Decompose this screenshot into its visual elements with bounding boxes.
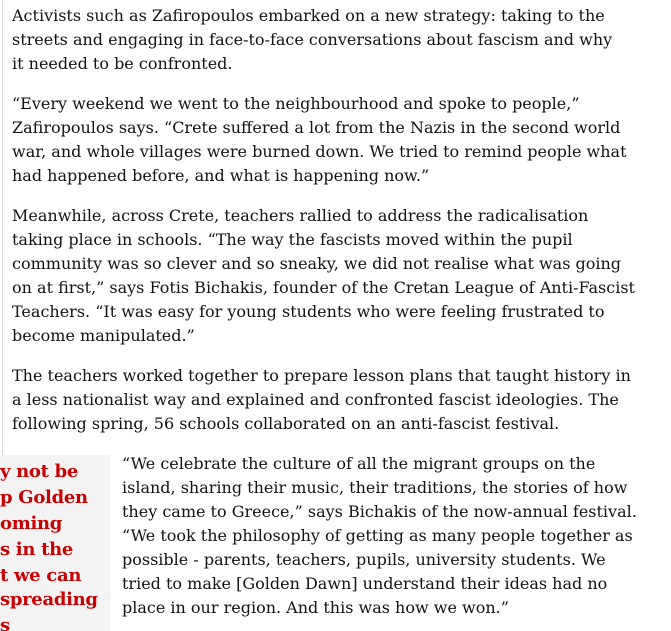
pull-quote-line: t we can xyxy=(0,565,82,586)
paragraph-5: “We celebrate the culture of all the migrant groups on the island, sharing their music, their traditions, the stories of how they came to Greece,” says Bichakis of the now-annual festival. “We took the philosophy of getting as many people together as possible - parents, teachers, pupils, university students. We tried to make [Golden Dawn] understand their ideas had no place in our region. And this was how we won.” xyxy=(122,454,637,617)
paragraph-4: The teachers worked together to prepare lesson plans that taught history in a less nationalist way and explained and confronted fascist ideologies. The following spring, 56 schools collaborated on an anti-fascist festival. xyxy=(12,366,631,433)
paragraph-1: Activists such as Zafiropoulos embarked on a new strategy: taking to the streets and engaging in face-to-face conversations about fascism and why it needed to be confronted. xyxy=(12,6,613,73)
pull-quote-line: oming xyxy=(0,513,63,534)
pull-quote-line: s xyxy=(0,615,10,631)
pull-quote-line: spreading xyxy=(0,589,98,610)
pull-quote-line: p Golden xyxy=(0,487,88,508)
pull-quote-line: y not be xyxy=(0,461,79,482)
pull-quote-line: s in the xyxy=(0,539,74,560)
paragraph-3: Meanwhile, across Crete, teachers rallied to address the radicalisation taking place in schools. “The way the fascists moved within the pupil community was so clever and so sneaky, we did not realise what was going on at first,” says Fotis Bichakis, founder of the Cretan League of Anti-Fascist Teachers. “It was easy for young students who were feeling frustrated to become manipulated.” xyxy=(12,206,635,345)
pull-quote xyxy=(0,455,110,631)
paragraph-2: “Every weekend we went to the neighbourhood and spoke to people,” Zafiropoulos says. “Crete suffered a lot from the Nazis in the second world war, and whole villages were burned down. We tried to remind people what had happened before, and what is happening now.” xyxy=(12,94,627,185)
